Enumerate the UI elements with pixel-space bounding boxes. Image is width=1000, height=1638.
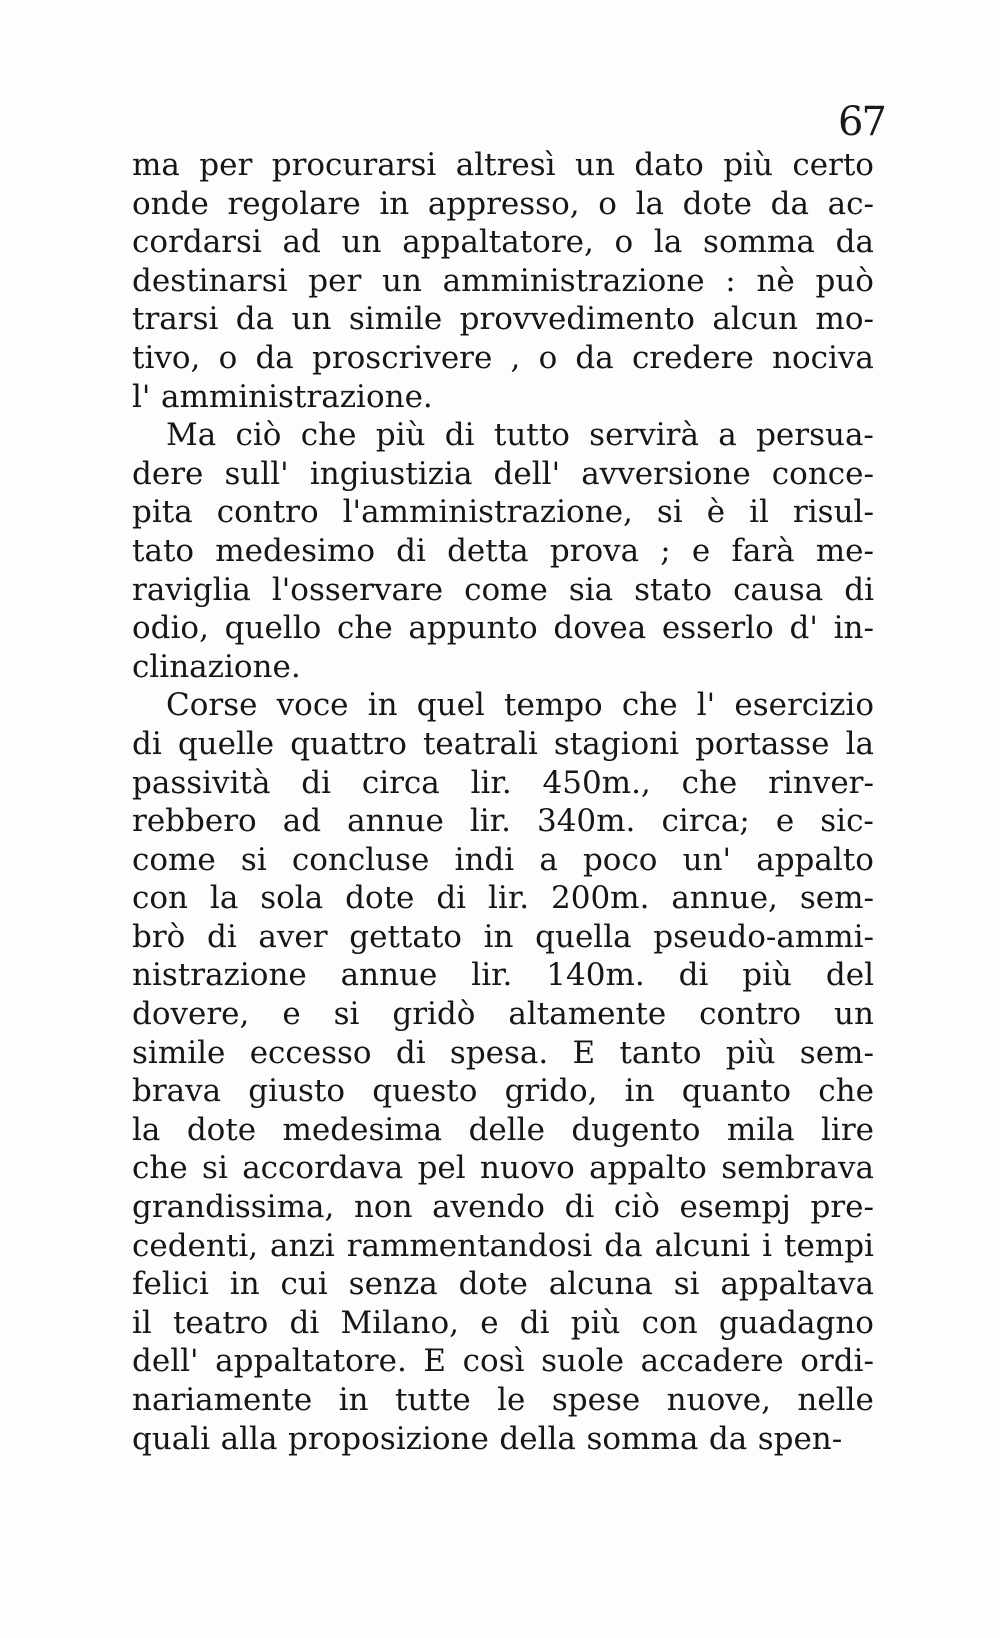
body-text <box>132 146 874 1458</box>
text-line: la dote medesima delle dugento mila lire <box>132 1111 874 1148</box>
text-line: dovere, e si gridò altamente contro un <box>132 996 874 1033</box>
text-line: Ma ciò che più di tutto servirà a persua- <box>166 417 874 454</box>
text-line: dell' appaltatore. E così suole accadere ordi- <box>132 1343 874 1380</box>
text-line: brò di aver gettato in quella pseudo-ammi- <box>132 918 874 955</box>
text-line: il teatro di Milano, e di più con guadagno <box>132 1304 874 1341</box>
text-line: clinazione. <box>132 648 301 685</box>
text-line: tato medesimo di detta prova ; e farà me- <box>132 532 874 569</box>
paragraph <box>132 686 874 1458</box>
text-line: con la sola dote di lir. 200m. annue, sem- <box>132 880 874 917</box>
text-line: cordarsi ad un appaltatore, o la somma da <box>132 224 874 261</box>
text-line: brava giusto questo grido, in quanto che <box>132 1073 874 1110</box>
text-line: ma per procurarsi altresì un dato più certo <box>132 147 874 183</box>
text-line: raviglia l'osservare come sia stato causa di <box>132 571 874 608</box>
text-line: felici in cui senza dote alcuna si appaltava <box>132 1266 874 1303</box>
text-line: che si accordava pel nuovo appalto sembrava <box>132 1150 874 1187</box>
text-line: di quelle quattro teatrali stagioni portasse la <box>132 725 874 762</box>
text-line: simile eccesso di spesa. E tanto più sem- <box>132 1034 874 1071</box>
paragraph <box>132 416 874 686</box>
text-line: destinarsi per un amministrazione : nè può <box>132 262 874 299</box>
text-line: quali alla proposizione della somma da spen- <box>132 1420 843 1457</box>
text-line: come si concluse indi a poco un' appalto <box>132 841 874 878</box>
text-line: pita contro l'amministrazione, si è il risul- <box>132 494 874 531</box>
text-line: onde regolare in appresso, o la dote da ac- <box>132 185 874 222</box>
page-number: 67 <box>838 99 885 145</box>
text-line: cedenti, anzi rammentandosi da alcuni i tempi <box>132 1227 874 1264</box>
text-line: nistrazione annue lir. 140m. di più del <box>132 957 874 994</box>
text-line: Corse voce in quel tempo che l' esercizio <box>166 687 874 724</box>
text-line: nariamente in tutte le spese nuove, nelle <box>132 1382 874 1418</box>
text-line: grandissima, non avendo di ciò esempj pre- <box>132 1189 874 1226</box>
text-line: l' amministrazione. <box>132 378 433 415</box>
text-line: trarsi da un simile provvedimento alcun mo- <box>132 301 874 338</box>
text-line: odio, quello che appunto dovea esserlo d' in- <box>132 610 874 647</box>
text-line: dere sull' ingiustizia dell' avversione conce- <box>132 455 874 492</box>
text-line: passività di circa lir. 450m., che rinver- <box>132 764 874 801</box>
text-line: rebbero ad annue lir. 340m. circa; e sic- <box>132 803 874 840</box>
text-line: tivo, o da proscrivere , o da credere nociva <box>132 339 874 376</box>
paragraph <box>132 146 874 416</box>
